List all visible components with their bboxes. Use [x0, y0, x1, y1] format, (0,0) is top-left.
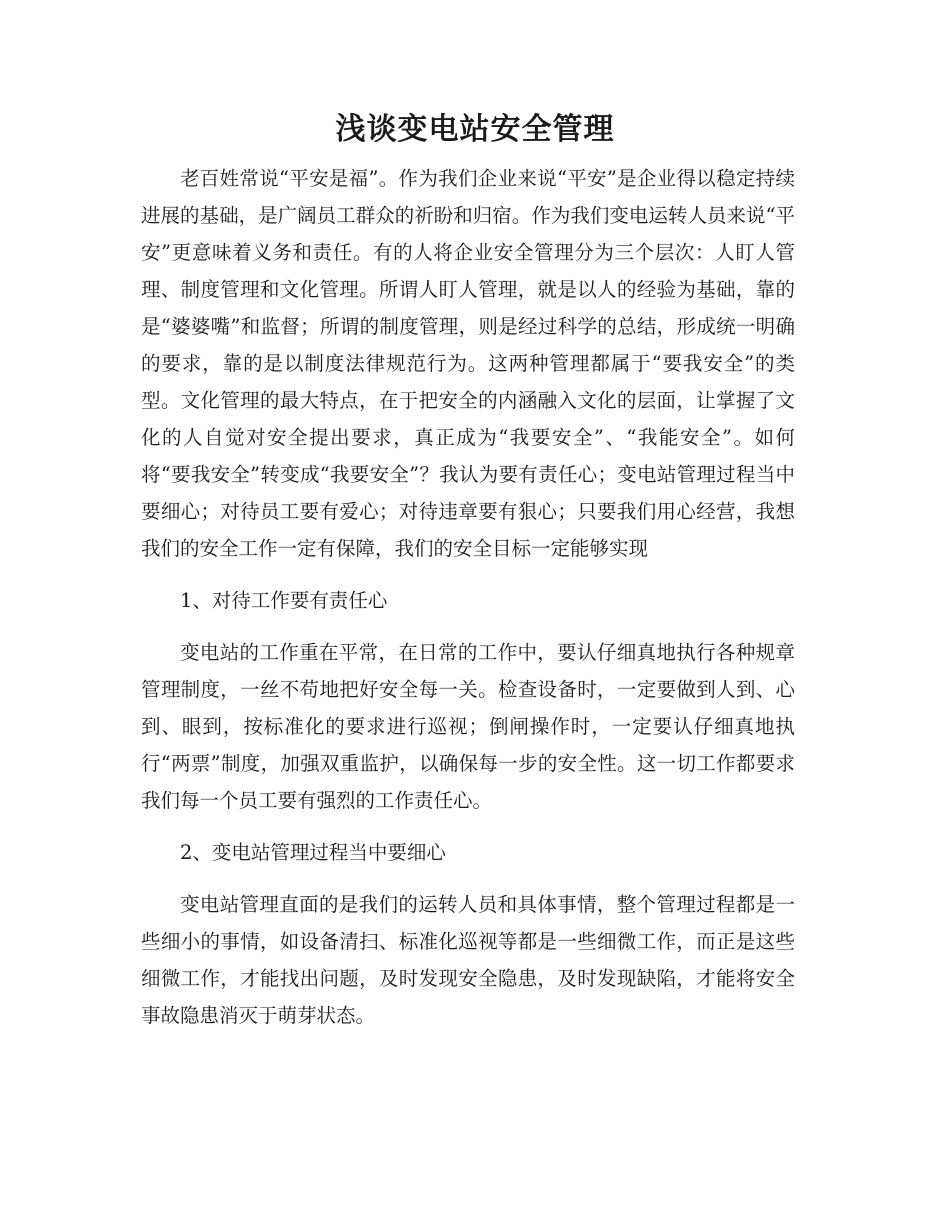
section-paragraph-1: 变电站的工作重在平常，在日常的工作中，要认仔细真地执行各种规章管理制度，一丝不苟地把好安全每一关。检查设备时，一定要做到人到、心到、眼到，按标准化的要求进行巡视；倒闸操作时，一定要认仔细真地执行“两票”制度，加强双重监护，以确保每一步的安全性。这一切工作都要求我们每一个员工要有强烈的工作责任心。 [141, 641, 795, 812]
intro-paragraph: 老百姓常说“平安是福”。作为我们企业来说“平安”是企业得以稳定持续进展的基础，是广阔员工群众的祈盼和归宿。作为我们变电运转人员来说“平安”更意味着义务和责任。有的人将企业安全管理分为三个层次：人盯人管理、制度管理和文化管理。所谓人盯人管理，就是以人的经验为基础，靠的是“婆婆嘴”和监督；所谓的制度管理，则是经过科学的总结，形成统一明确的要求，靠的是以制度法律规范行为。这两种管理都属于“要我安全”的类型。文化管理的最大特点，在于把安全的内涵融入文化的层面，让掌握了文化的人自觉对安全提出要求，真正成为“我要安全”、“我能安全”。如何将“要我安全”转变成“我要安全”？我认为要有责任心；变电站管理过程当中要细心；对待员工要有爱心；对待违章要有狠心；只要我们用心经营，我想我们的安全工作一定有保障，我们的安全目标一定能够实现 [141, 167, 795, 560]
document-body [141, 160, 795, 1034]
section-paragraph-2: 变电站管理直面的是我们的运转人员和具体事情，整个管理过程都是一些细小的事情，如设备清扫、标准化巡视等都是一些细微工作，而正是这些细微工作，才能找出问题，及时发现安全隐患，及时发现缺陷，才能将安全事故隐患消灭于萌芽状态。 [141, 893, 795, 1027]
section-heading-1: 1、对待工作要有责任心 [180, 589, 388, 612]
document-title: 浅谈变电站安全管理 [335, 112, 615, 147]
section-heading-2: 2、变电站管理过程当中要细心 [180, 841, 446, 864]
